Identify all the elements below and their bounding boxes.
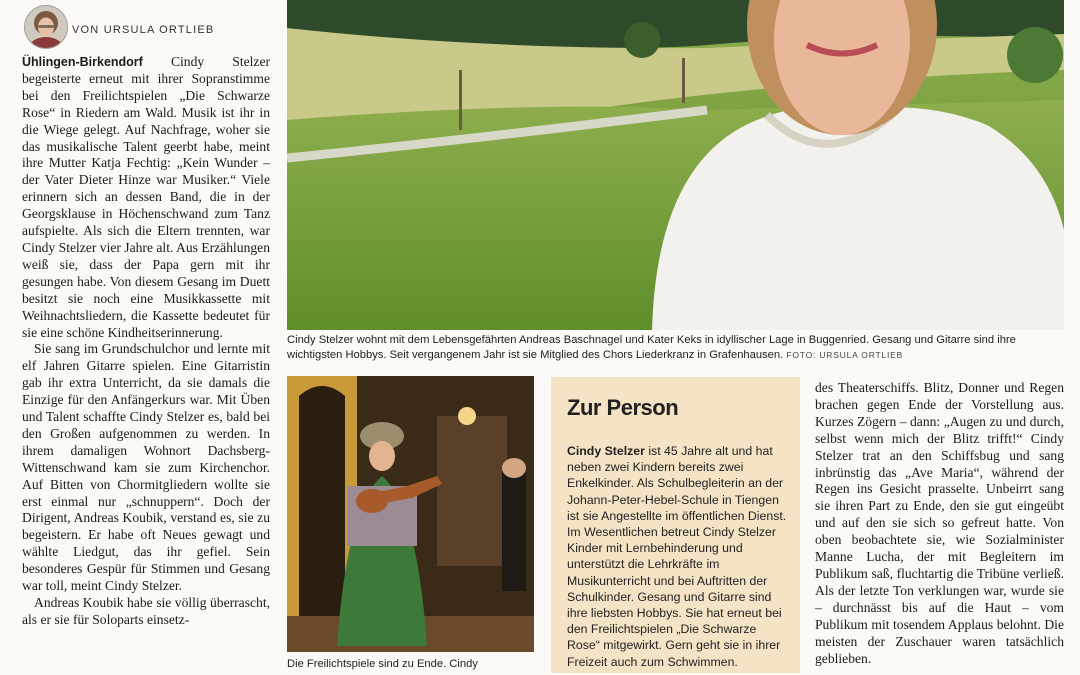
stage-performance-image (287, 376, 534, 652)
main-photo-caption (287, 333, 1067, 363)
author-portrait-icon (25, 6, 67, 48)
stage-photo-caption: Die Freilichtspiele sind zu Ende. Cindy (287, 658, 478, 670)
right-column-text: des Theaterschiffs. Blitz, Donner und Regen brachen gegen Ende der Vorstellung aus. Kurzes Zögern – dann: „Augen zu und durch, selbst wenn mich der Blitz trifft!“ Cindy Stelzer trat an den Schiffsbug und sang inbrünstig das „Ave Maria“, während der Regen ins Gesicht prasselte. Unbeirrt sang sie ihren Part zu Ende, den sie gut eingeübt und auf den sie sich so gefreut hatte. Von oben beobachtete sie, wie Sozialminister Manne Lucha, der mit Begleitern im Publikum saß, fluchtartig die Tribüne verließ. Als der letzte Ton verklungen war, wurde sie – durchnässt bis auf die Haut – vom Publikum mit tosendem Applaus belohnt. Die meisten der Zuschauer waren tatsächlich geblieben. (815, 380, 1064, 666)
info-box-body: ist 45 Jahre alt und hat neben zwei Kindern bereits zwei Enkelkinder. Als Schulbegleiterin an der Johann-Peter-Hebel-Schule in Tiengen ist sie Angestellte im öffentlichen Dienst. Im Wesentlichen betreut Cindy Stelzer Kinder mit Lernbehinderung und unterstützt die Lehrkräfte im Musikunterricht und bei Auftritten der Schulkinder. Gesang und Gitarre sind ihre liebsten Hobbys. Sie hat erneut bei den Freilichtspielen „Die Schwarze Rose“ mitgewirkt. Gern geht sie in ihrer Freizeit auch zum Schwimmen. (567, 444, 787, 669)
paragraph-1-text: Cindy Stelzer begeisterte erneut mit ihrer Sopranstimme bei den Freilichtspielen „Die Schwarze Rose“ in Riedern am Wald. Musik ist ihr in die Wiege gelegt. Auf Nachfrage, woher sie das musikalische Talent geerbt habe, meint ihre Mutter Katja Fechtig: „Kein Wunder – der Vater Dieter Hinze war Musiker.“ Viele erinnern sich an dessen Band, die in der Georgsklause in Höchenschwand zum Tanz aufspielte. Als sich die Eltern trennten, war Cindy Stelzer vier Jahre alt. Aus Erzählungen weiß sie, dass der Papa gern mit ihr gesungen habe. Von diesem Gesang im Duett besitzt sie noch eine Musikkassette mit Weihnachtsliedern, die Kassette bedeutet für sie eine schöne Kindheitserinnerung. (22, 54, 270, 340)
author-avatar (24, 5, 68, 49)
dateline: Ühlingen-Birkendorf (22, 55, 143, 69)
info-box (551, 377, 800, 673)
stage-photo (287, 376, 534, 652)
paragraph-1 (22, 54, 270, 341)
main-photo-caption-text: Cindy Stelzer wohnt mit dem Lebensgefährten Andreas Baschnagel und Kater Keks in idyllischer Lage in Buggenried. Gesang und Gitarre sind ihre wichtigsten Hobbys. Seit vergangenem Jahr ist sie Mitglied des Chors Liederkranz in Grafenhausen. (287, 334, 1016, 361)
info-box-text (567, 443, 791, 670)
byline: VON URSULA ORTLIEB (72, 24, 215, 36)
paragraph-2: Sie sang im Grundschulchor und lernte mit elf Jahren Gitarre spielen. Eine Gitarristin gab ihr extra Unterricht, da sie damals die Einzige für den Anfängerkurs war. Mit Üben und Talent schaffte Cindy Stelzer es, bald bei den Großen aufgenommen zu werden. In ihrem damaligen Wohnort Dachsberg-Wittenschwand kam sie zum Kirchenchor. Auf Bitten von Chormitgliedern wollte sie erst einmal nur „schnuppern“. Doch der Dirigent, Andreas Koubik, verstand es, sie zu begeistern. Er habe oft Neues gewagt und wählte Liedgut, das ihr gefiel. Sein besonderes Gespür für Stimmen und Gesang war toll, meint Cindy Stelzer. (22, 341, 270, 594)
paragraph-3: Andreas Koubik habe sie völlig überrascht, als er sie für Soloparts einsetz- (22, 595, 270, 627)
photo-credit: FOTO: URSULA ORTLIEB (786, 350, 904, 360)
info-box-name: Cindy Stelzer (567, 444, 645, 458)
main-photo (287, 0, 1064, 330)
info-box-title: Zur Person (567, 395, 679, 420)
article-column-right (815, 380, 1064, 675)
article-column-left (22, 54, 270, 674)
portrait-meadow-image (287, 0, 1064, 330)
